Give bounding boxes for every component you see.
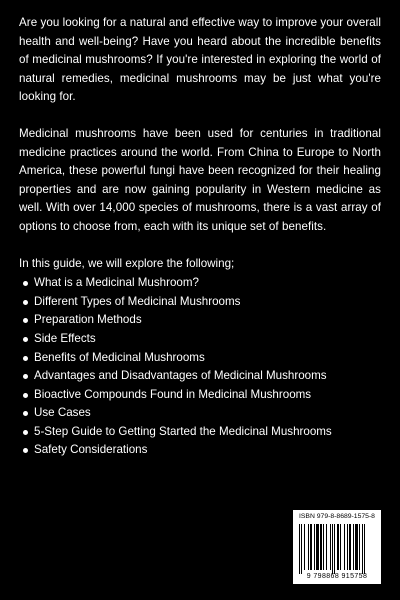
bullet-icon bbox=[23, 411, 28, 416]
bullet-icon bbox=[23, 281, 28, 286]
bullet-icon bbox=[23, 337, 28, 342]
isbn-barcode bbox=[293, 510, 381, 584]
list-item-label: 5-Step Guide to Getting Started the Medicinal Mushrooms bbox=[34, 424, 332, 438]
bullet-icon bbox=[23, 448, 28, 453]
list-item bbox=[19, 293, 381, 312]
list-item bbox=[19, 423, 381, 442]
list-item bbox=[19, 404, 381, 423]
bullet-icon bbox=[23, 393, 28, 398]
barcode-icon bbox=[297, 524, 377, 574]
list-item-label: Benefits of Medicinal Mushrooms bbox=[34, 350, 205, 364]
list-item bbox=[19, 441, 381, 460]
list-item-label: Preparation Methods bbox=[34, 313, 142, 327]
history-paragraph: Medicinal mushrooms have been used for centuries in traditional medicine practices around the world. From China to Europe to North America, these powerful fungi have been recognized for their healing properties and are now gaining popularity in Western medicine as well. With over 14,000 species of mushrooms, there is a vast array of options to choose from, each with its unique set of benefits. bbox=[19, 126, 381, 233]
ean-digits: 9 798868 915758 bbox=[306, 573, 368, 580]
list-item-label: Bioactive Compounds Found in Medicinal Mushrooms bbox=[34, 387, 312, 401]
bullet-icon bbox=[23, 318, 28, 323]
back-cover-text bbox=[19, 14, 381, 460]
list-item-label: Side Effects bbox=[34, 331, 96, 345]
isbn-label: ISBN 979-8-8689-1575-8 bbox=[299, 513, 375, 520]
bullet-icon bbox=[23, 300, 28, 305]
list-item-label: Different Types of Medicinal Mushrooms bbox=[34, 294, 241, 308]
list-item-label: Advantages and Disadvantages of Medicinal Mushrooms bbox=[34, 369, 327, 383]
list-item bbox=[19, 386, 381, 405]
list-item-label: Safety Considerations bbox=[34, 443, 148, 457]
topic-list bbox=[19, 274, 381, 460]
list-item bbox=[19, 311, 381, 330]
list-item bbox=[19, 274, 381, 293]
list-item bbox=[19, 349, 381, 368]
intro-paragraph: Are you looking for a natural and effective way to improve your overall health and well-being? Have you heard about the incredible benefits of medicinal mushrooms? If you're interested in exploring the world of natural remedies, medicinal mushrooms may be just what you're looking for. bbox=[19, 16, 381, 104]
guide-intro: In this guide, we will explore the following; bbox=[19, 256, 235, 270]
list-item-label: Use Cases bbox=[34, 406, 91, 420]
list-item bbox=[19, 367, 381, 386]
list-item-label: What is a Medicinal Mushroom? bbox=[34, 276, 199, 290]
bullet-icon bbox=[23, 356, 28, 361]
bullet-icon bbox=[23, 430, 28, 435]
list-item bbox=[19, 330, 381, 349]
bullet-icon bbox=[23, 374, 28, 379]
